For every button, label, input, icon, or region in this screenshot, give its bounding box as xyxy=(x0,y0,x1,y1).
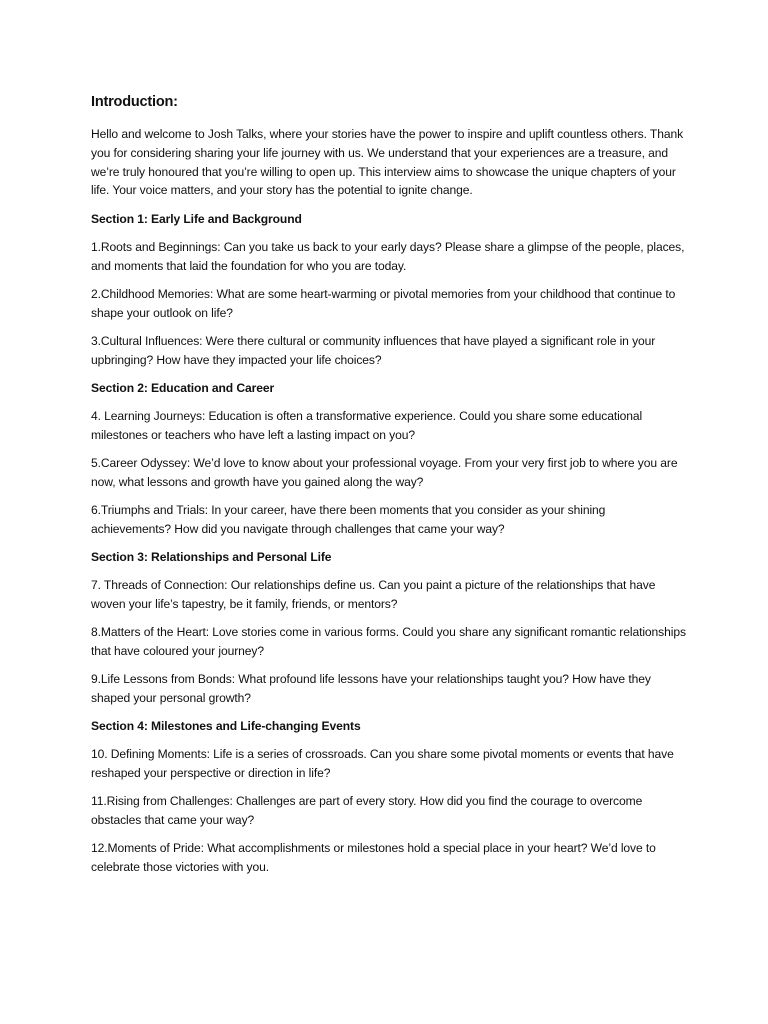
page-title: Introduction: xyxy=(91,94,178,110)
question-paragraph: 2.Childhood Memories: What are some heart-warming or pivotal memories from your childhood that continue to shape your outlook on life? xyxy=(91,286,676,320)
question-paragraph: 4. Learning Journeys: Education is often a transformative experience. Could you share some educational milestones or teachers who have left a lasting impact on you? xyxy=(91,408,643,442)
question-paragraph: 1.Roots and Beginnings: Can you take us back to your early days? Please share a glimpse of the people, places, and moments that laid the foundation for who you are today. xyxy=(91,239,685,273)
section-3 xyxy=(91,548,688,708)
question-paragraph: 7. Threads of Connection: Our relationships define us. Can you paint a picture of the relationships that have woven your life’s tapestry, be it family, friends, or mentors? xyxy=(91,578,656,611)
question-paragraph: 6.Triumphs and Trials: In your career, have there been moments that you consider as your shining achievements? How did you navigate through challenges that came your way? xyxy=(91,502,606,536)
question-paragraph: 10. Defining Moments: Life is a series of crossroads. Can you share some pivotal moments or events that have reshaped your perspective or direction in life? xyxy=(91,747,674,780)
intro-paragraph: Hello and welcome to Josh Talks, where your stories have the power to inspire and uplift countless others. Thank you for considering sharing your life journey with us. We understand that your experiences are a treasure, and we’re truly honoured that you’re willing to open up. This interview aims to showcase the unique chapters of your life. Your voice matters, and your story has the potential to ignite change. xyxy=(91,127,684,198)
section-heading: Section 3: Relationships and Personal Life xyxy=(91,549,332,564)
question-paragraph: 8.Matters of the Heart: Love stories come in various forms. Could you share any significant romantic relationships that have coloured your journey? xyxy=(91,625,686,658)
section-1 xyxy=(91,210,688,370)
section-heading: Section 1: Early Life and Background xyxy=(91,211,302,226)
question-paragraph: 5.Career Odyssey: We’d love to know about your professional voyage. From your very first job to where you are now, what lessons and growth have you gained along the way? xyxy=(91,455,678,489)
question-paragraph: 12.Moments of Pride: What accomplishments or milestones hold a special place in your heart? We’d love to celebrate those victories with you. xyxy=(91,841,656,874)
question-paragraph: 3.Cultural Influences: Were there cultural or community influences that have played a significant role in your upbringing? How have they impacted your life choices? xyxy=(91,333,656,367)
section-2 xyxy=(91,379,688,539)
section-heading: Section 2: Education and Career xyxy=(91,380,275,395)
section-4 xyxy=(91,717,688,877)
section-heading: Section 4: Milestones and Life-changing Events xyxy=(91,719,361,733)
question-paragraph: 9.Life Lessons from Bonds: What profound life lessons have your relationships taught you? How have they shaped your personal growth? xyxy=(91,672,651,705)
question-paragraph: 11.Rising from Challenges: Challenges are part of every story. How did you find the courage to overcome obstacles that came your way? xyxy=(91,794,643,827)
